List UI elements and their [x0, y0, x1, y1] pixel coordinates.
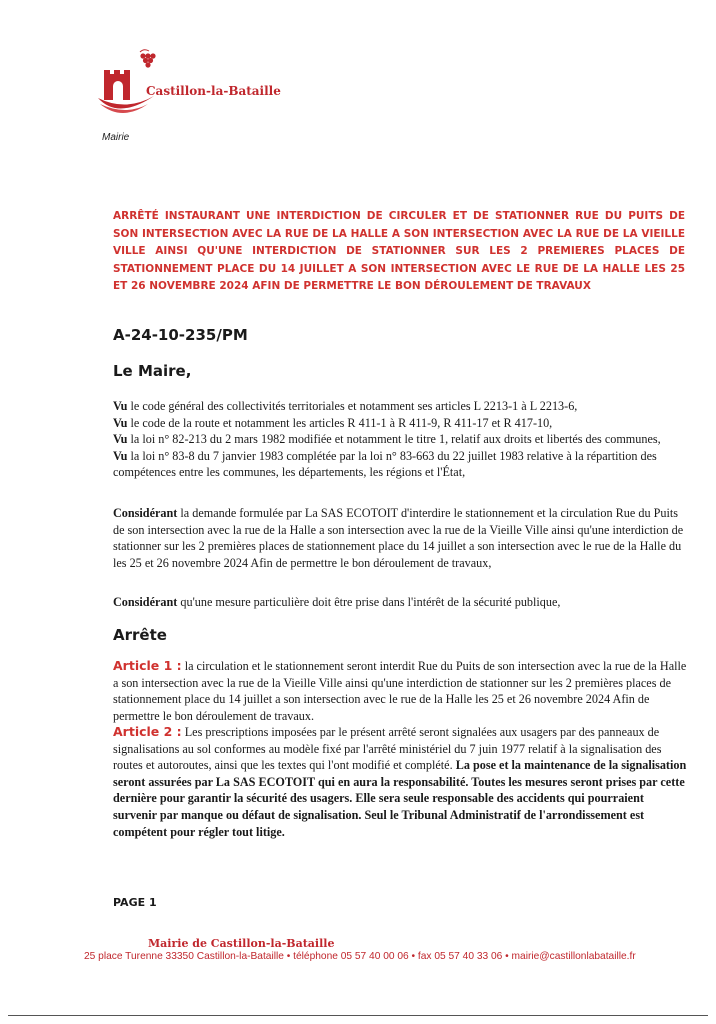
article-1-text: la circulation et le stationnement seront interdit Rue du Puits de son intersection avec la rue de la Halle a son intersection avec la rue de la Vieille Ville ainsi qu'une interdiction de stationner sur les 2 premières places de stationnement place du 14 juillet a son intersection avec le rue de la Halle les 25 et 26 novembre 2024 Afin de permettre le bon déroulement de travaux. [113, 659, 687, 723]
vu-list [113, 398, 688, 481]
bottom-divider [8, 1015, 708, 1016]
vu-text: la loi n° 82-213 du 2 mars 1982 modifiée et notamment le titre 1, relatif aux droits et libertés des communes, [127, 432, 661, 447]
vu-item [113, 398, 688, 415]
considerant-paragraph-1 [113, 505, 688, 571]
vu-keyword: Vu [113, 415, 128, 430]
maire-heading: Le Maire, [113, 362, 192, 380]
castillon-logo [96, 48, 296, 148]
article-2-bold-text: La pose et la maintenance de la signalisation seront assurées par La SAS ECOTOIT qui en aura la responsabilité. Toutes les mesures seront prises par cette dernière pour garantir la sécurité des usagers. Elle sera seule responsable des accidents qui pourraient survenir par manque ou défaut de signalisation. Seul le Tribunal Administratif de l'arrondissement est compétent pour régler tout litige. [113, 758, 687, 839]
vu-text: le code de la route et notamment les articles R 411-1 à R 411-9, R 411-17 et R 417-10, [127, 415, 553, 430]
article-1-label: Article 1 : [113, 658, 182, 673]
logo-mairie-label: Mairie [102, 132, 130, 143]
article-2-text: Les prescriptions imposées par le présent arrêté seront signalées aux usagers par des panneaux de signalisations au sol conformes au modèle fixé par l'arrêté ministériel du 7 juin 1977 relatif à la signalisation des routes et autoroutes, ainsi que les textes qui l'ont modifié et complété. [113, 725, 662, 773]
considerant-paragraph-2 [113, 594, 688, 611]
considerant-keyword: Considérant [113, 595, 178, 609]
footer-mairie-name: Mairie de Castillon-la-Bataille [148, 937, 335, 950]
decree-title: ARRÊTÉ INSTAURANT UNE INTERDICTION DE CIRCULER ET DE STATIONNER RUE DU PUITS DE SON INTERSECTION AVEC LA RUE DE LA HALLE A SON INTERSECTION AVEC LA RUE DE LA VIEILLE VILLE AINSI QU'UNE INTERDICTION DE STATIONNER SUR LES 2 PREMIERES PLACES DE STATIONNEMENT PLACE DU 14 JUILLET A SON INTERSECTION AVEC LE RUE DE LA HALLE LES 25 ET 26 NOVEMBRE 2024 AFIN DE PERMETTRE LE BON DÉROULEMENT DE TRAVAUX [113, 210, 685, 293]
article-2-label: Article 2 : [113, 724, 182, 739]
article-1 [113, 658, 688, 724]
vu-item [113, 431, 688, 448]
considerant-text: qu'une mesure particulière doit être prise dans l'intérêt de la sécurité publique, [177, 595, 561, 609]
vu-keyword: Vu [113, 432, 128, 447]
considerant-keyword: Considérant [113, 506, 178, 520]
vu-text: le code général des collectivités territoriales et notamment ses articles L 2213-1 à L 2213-6, [127, 399, 578, 413]
considerant-text: la demande formulée par La SAS ECOTOIT d'interdire le stationnement et la circulation Rue du Puits de son intersection avec la rue de la Halle a son intersection avec la rue de la Vieille Ville ainsi qu'une interdiction de stationner sur les 2 premières places de stationnement place du 14 juillet a son intersection avec le rue de la Halle du les 25 et 26 novembre 2024 Afin de permettre le bon déroulement de travaux, [113, 506, 684, 570]
vu-keyword: Vu [113, 399, 128, 413]
page-number: PAGE 1 [113, 896, 157, 909]
vu-text: la loi n° 83-8 du 7 janvier 1983 complétée par la loi n° 83-663 du 22 juillet 1983 relative à la répartition des compétences entre les communes, les départements, les régions et l'État, [113, 448, 657, 480]
vu-item [113, 448, 688, 481]
vu-keyword: Vu [113, 448, 128, 463]
arrete-heading: Arrête [113, 626, 167, 644]
vu-item [113, 415, 688, 432]
article-2 [113, 724, 688, 840]
decree-reference: A-24-10-235/PM [113, 326, 248, 344]
footer-address: 25 place Turenne 33350 Castillon-la-Bataille • téléphone 05 57 40 00 06 • fax 05 57 40 33 06 • mairie@castillonlabataille.fr [84, 951, 636, 962]
logo-town-name: Castillon-la-Bataille [146, 84, 281, 98]
